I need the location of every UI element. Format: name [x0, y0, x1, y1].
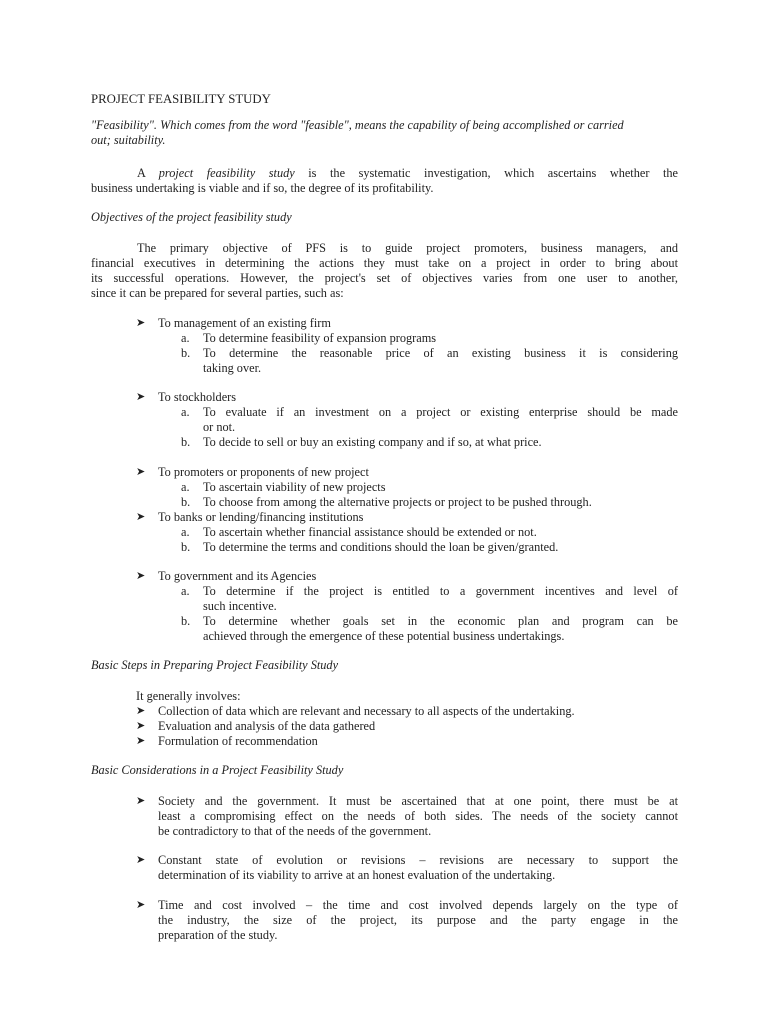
item-text: To determine whether goals set in the economic plan and program can be	[203, 614, 678, 628]
consideration-text: be contradictory to that of the needs of the government.	[158, 824, 432, 838]
item-marker: a.	[181, 405, 190, 419]
item-text: such incentive.	[203, 599, 277, 613]
item-marker: b.	[181, 435, 191, 449]
item-text: To determine feasibility of expansion programs	[203, 331, 437, 345]
objective-group-label: To management of an existing firm	[158, 316, 331, 330]
arrow-bullet-icon: ➤	[136, 317, 146, 329]
item-marker: b.	[181, 346, 191, 360]
arrow-bullet-icon: ➤	[136, 705, 146, 717]
item-text: or not.	[203, 420, 236, 434]
arrow-bullet-icon: ➤	[136, 570, 146, 582]
item-text: To ascertain whether financial assistance should be extended or not.	[203, 525, 537, 539]
item-marker: a.	[181, 480, 190, 494]
intro-line-2: business undertaking is viable and if so, the degree of its profitability.	[91, 181, 434, 195]
objectives-para-line: financial executives in determining the actions they must take on a project in order to bring about	[91, 256, 678, 270]
item-marker: a.	[181, 525, 190, 539]
item-text: achieved through the emergence of these potential business undertakings.	[203, 629, 565, 643]
objective-group-label: To promoters or proponents of new project	[158, 465, 369, 479]
page-title: PROJECT FEASIBILITY STUDY	[91, 92, 271, 106]
objective-group-label: To government and its Agencies	[158, 569, 317, 583]
consideration-text: Time and cost involved – the time and cost involved depends largely on the type of	[158, 898, 678, 912]
item-text: To determine the terms and conditions should the loan be given/granted.	[203, 540, 559, 554]
arrow-bullet-icon: ➤	[136, 391, 146, 403]
arrow-bullet-icon: ➤	[136, 720, 146, 732]
item-marker: a.	[181, 331, 190, 345]
definition-line-2: out; suitability.	[91, 133, 166, 147]
intro-term: project feasibility study	[158, 166, 295, 180]
considerations-heading: Basic Considerations in a Project Feasibility Study	[91, 763, 344, 777]
objectives-para-line: its successful operations. However, the project's set of objectives varies from one user to another,	[91, 271, 678, 285]
consideration-text: Constant state of evolution or revisions – revisions are necessary to support the	[158, 853, 678, 867]
objectives-para-line: The primary objective of PFS is to guide project promoters, business managers, and	[137, 241, 678, 255]
item-text: To determine the reasonable price of an existing business it is considering	[203, 346, 678, 360]
step-item: Formulation of recommendation	[158, 734, 318, 748]
item-text: To choose from among the alternative projects or project to be pushed through.	[203, 495, 592, 509]
step-item: Evaluation and analysis of the data gathered	[158, 719, 376, 733]
arrow-bullet-icon: ➤	[136, 899, 146, 911]
objective-group-label: To banks or lending/financing institutions	[158, 510, 364, 524]
objectives-para-line: since it can be prepared for several parties, such as:	[91, 286, 344, 300]
item-text: To determine if the project is entitled to a government incentives and level of	[203, 584, 678, 598]
consideration-text: preparation of the study.	[158, 928, 278, 942]
arrow-bullet-icon: ➤	[136, 795, 146, 807]
intro-line-1: A project feasibility study is the systematic investigation, which ascertains whether the	[137, 166, 678, 180]
item-text: taking over.	[203, 361, 262, 375]
item-marker: b.	[181, 540, 191, 554]
item-marker: a.	[181, 584, 190, 598]
consideration-text: the industry, the size of the project, its purpose and the party engage in the	[158, 913, 678, 927]
consideration-text: determination of its viability to arrive at an honest evaluation of the undertaking.	[158, 868, 556, 882]
item-text: To evaluate if an investment on a project or existing enterprise should be made	[203, 405, 678, 419]
consideration-text: least a compromising effect on the needs of both sides. The needs of the society cannot	[158, 809, 678, 823]
steps-heading: Basic Steps in Preparing Project Feasibility Study	[91, 658, 339, 672]
item-text: To ascertain viability of new projects	[203, 480, 386, 494]
steps-intro: It generally involves:	[136, 689, 241, 703]
item-marker: b.	[181, 614, 191, 628]
arrow-bullet-icon: ➤	[136, 466, 146, 478]
step-item: Collection of data which are relevant and necessary to all aspects of the undertaking.	[158, 704, 575, 718]
objectives-heading: Objectives of the project feasibility study	[91, 210, 292, 224]
consideration-text: Society and the government. It must be ascertained that at one point, there must be at	[158, 794, 678, 808]
item-text: To decide to sell or buy an existing company and if so, at what price.	[203, 435, 542, 449]
arrow-bullet-icon: ➤	[136, 511, 146, 523]
arrow-bullet-icon: ➤	[136, 854, 146, 866]
objective-group-label: To stockholders	[158, 390, 237, 404]
arrow-bullet-icon: ➤	[136, 735, 146, 747]
definition-line-1: "Feasibility". Which comes from the word "feasible", means the capability of being accomplished or carried	[91, 118, 624, 132]
item-marker: b.	[181, 495, 191, 509]
